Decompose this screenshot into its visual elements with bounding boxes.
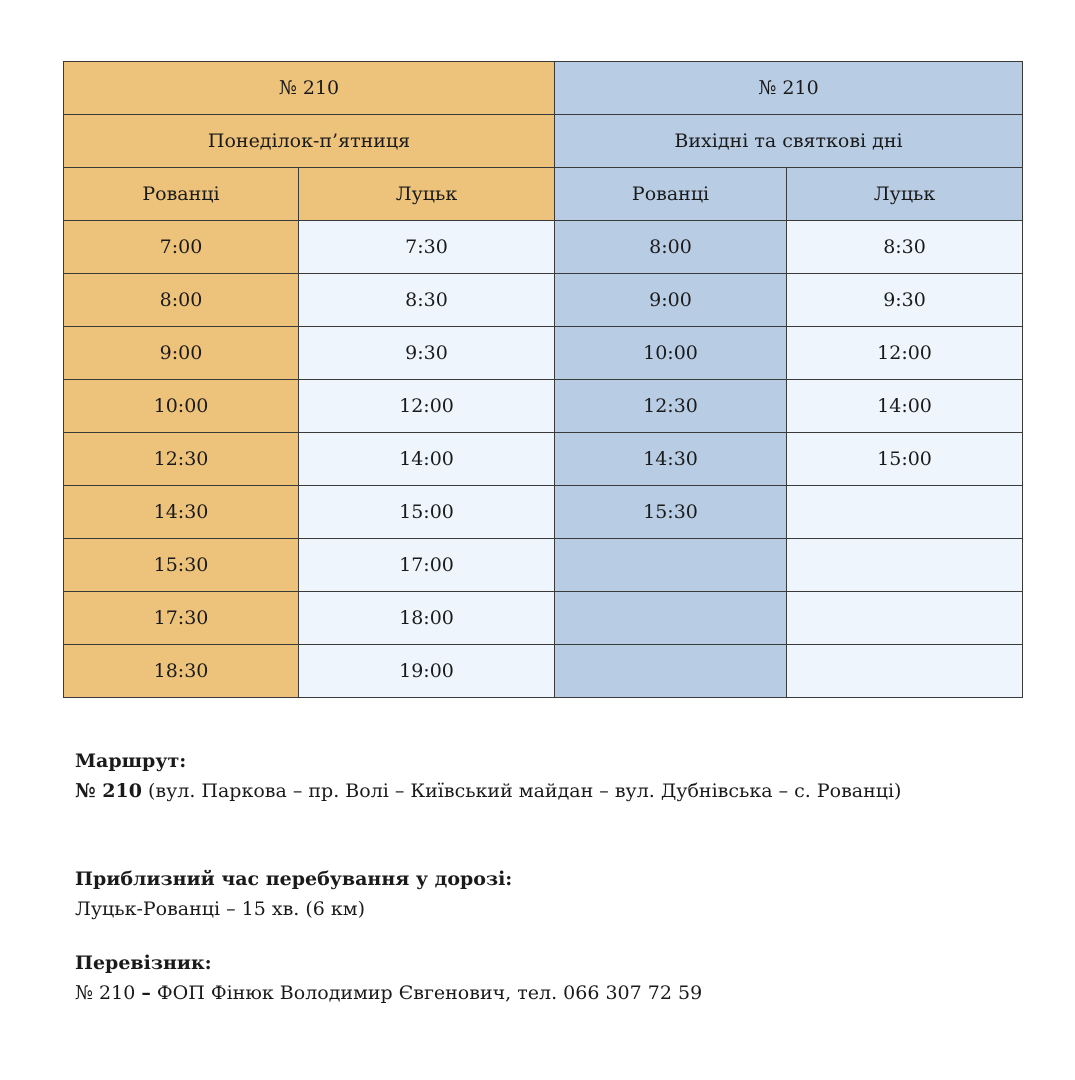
weekday-days-header: Понеділок-п’ятниця [64, 115, 555, 168]
weekend-to-time: 15:00 [787, 433, 1023, 486]
weekend-from-time: 15:30 [555, 486, 787, 539]
carrier-prefix: № 210 [75, 982, 142, 1004]
header-columns-row [64, 168, 1023, 221]
weekend-from-time: 12:30 [555, 380, 787, 433]
weekday-from-time: 7:00 [64, 221, 299, 274]
carrier-description [75, 978, 901, 1008]
weekday-from-time: 8:00 [64, 274, 299, 327]
carrier-heading: Перевізник: [75, 952, 212, 974]
weekday-to-time: 7:30 [299, 221, 555, 274]
header-route-row [64, 62, 1023, 115]
weekend-from-time: 9:00 [555, 274, 787, 327]
weekday-to-header: Луцьк [299, 168, 555, 221]
weekday-to-time: 9:30 [299, 327, 555, 380]
route-path: (вул. Паркова – пр. Волі – Київський майдан – вул. Дубнівська – с. Рованці) [141, 780, 902, 802]
weekend-from-time: 10:00 [555, 327, 787, 380]
weekend-from-time [555, 539, 787, 592]
weekend-days-header: Вихідні та святкові дні [555, 115, 1023, 168]
weekday-from-time: 12:30 [64, 433, 299, 486]
weekday-from-header: Рованці [64, 168, 299, 221]
weekday-route-header: № 210 [64, 62, 555, 115]
weekend-from-time [555, 592, 787, 645]
weekday-from-time: 9:00 [64, 327, 299, 380]
weekend-to-time [787, 645, 1023, 698]
weekday-to-time: 8:30 [299, 274, 555, 327]
weekend-to-time [787, 486, 1023, 539]
carrier-value: ФОП Фінюк Володимир Євгенович, тел. 066 307 72 59 [150, 982, 703, 1004]
weekend-to-time: 9:30 [787, 274, 1023, 327]
weekend-to-time [787, 539, 1023, 592]
weekday-to-time: 12:00 [299, 380, 555, 433]
weekday-to-time: 18:00 [299, 592, 555, 645]
weekend-from-header: Рованці [555, 168, 787, 221]
route-description [75, 776, 901, 806]
weekday-to-time: 15:00 [299, 486, 555, 539]
weekday-to-time: 17:00 [299, 539, 555, 592]
route-number: № 210 [75, 780, 142, 802]
time-row [64, 645, 1023, 698]
weekend-to-time: 14:00 [787, 380, 1023, 433]
time-row [64, 380, 1023, 433]
weekday-from-time: 17:30 [64, 592, 299, 645]
weekday-to-time: 19:00 [299, 645, 555, 698]
header-days-row [64, 115, 1023, 168]
weekday-from-time: 15:30 [64, 539, 299, 592]
weekend-route-header: № 210 [555, 62, 1023, 115]
time-row [64, 327, 1023, 380]
weekend-from-time: 14:30 [555, 433, 787, 486]
weekday-from-time: 10:00 [64, 380, 299, 433]
time-row [64, 486, 1023, 539]
schedule-table [63, 61, 1023, 698]
carrier-dash: – [141, 982, 151, 1004]
time-row [64, 221, 1023, 274]
weekend-from-time [555, 645, 787, 698]
route-heading: Маршрут: [75, 750, 187, 772]
weekend-to-time: 12:00 [787, 327, 1023, 380]
weekday-to-time: 14:00 [299, 433, 555, 486]
weekend-to-time: 8:30 [787, 221, 1023, 274]
travel-heading: Приблизний час перебування у дорозі: [75, 868, 513, 890]
route-info [75, 746, 901, 1008]
travel-value: Луцьк-Рованці – 15 хв. (6 км) [75, 898, 365, 920]
time-row [64, 274, 1023, 327]
weekend-to-header: Луцьк [787, 168, 1023, 221]
weekday-from-time: 18:30 [64, 645, 299, 698]
time-row [64, 592, 1023, 645]
time-row [64, 539, 1023, 592]
time-row [64, 433, 1023, 486]
weekday-from-time: 14:30 [64, 486, 299, 539]
weekend-to-time [787, 592, 1023, 645]
weekend-from-time: 8:00 [555, 221, 787, 274]
